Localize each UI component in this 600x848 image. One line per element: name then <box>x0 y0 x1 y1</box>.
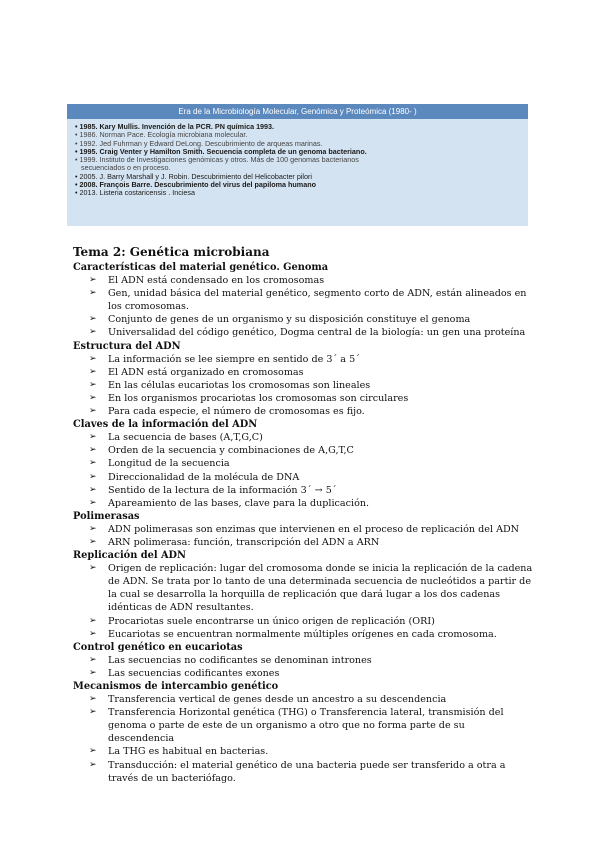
arrow-bullet-icon: ➢ <box>89 406 97 417</box>
figure-item: • 1986. Norman Pace. Ecología microbiana molecular. <box>75 130 248 140</box>
list-item-text: Apareamiento de las bases, clave para la duplicación. <box>108 497 370 509</box>
list-item-text: La THG es habitual en bacterias. <box>108 746 269 758</box>
list-item-text: Procariotas suele encontrarse un único origen de replicación (ORI) <box>108 615 435 627</box>
list-item-text: La información se lee siempre en sentido de 3´ a 5´ <box>108 353 360 365</box>
list-item-text: Longitud de la secuencia <box>108 458 230 470</box>
list-item-text: Conjunto de genes de un organismo y su disposición constituye el genoma <box>108 314 471 326</box>
figure-item: • 1992. Jed Fuhrman y Edward DeLong. Descubrimiento de arqueas marinas. <box>75 138 323 148</box>
arrow-bullet-icon: ➢ <box>89 707 97 718</box>
list-item-text: El ADN está condensado en los cromosomas <box>108 275 325 287</box>
list-item-text: La secuencia de bases (A,T,G,C) <box>108 432 263 444</box>
arrow-bullet-icon: ➢ <box>89 746 97 757</box>
arrow-bullet-icon: ➢ <box>89 667 97 678</box>
list-item <box>73 536 533 549</box>
list-item <box>73 484 533 497</box>
arrow-bullet-icon: ➢ <box>89 327 97 338</box>
section-heading: Control genético en eucariotas <box>73 641 243 653</box>
list-item <box>73 287 533 313</box>
list-item-text: Eucariotas se encuentran normalmente múltiples orígenes en cada cromosoma. <box>108 628 497 640</box>
list-item <box>73 313 533 326</box>
list-item <box>73 431 533 444</box>
list-item-text: Universalidad del código genético, Dogma central de la biología: un gen una proteína <box>108 327 526 339</box>
list-item-text: Direccionalidad de la molécula de DNA <box>108 471 300 483</box>
list-item <box>73 457 533 470</box>
arrow-bullet-icon: ➢ <box>89 445 97 456</box>
section-heading: Estructura del ADN <box>73 340 181 352</box>
arrow-bullet-icon: ➢ <box>89 497 97 508</box>
figure-item: secuenciados o en proceso. <box>81 163 171 173</box>
list-item-text: ARN polimerasa: función, transcripción del ADN a ARN <box>108 536 380 548</box>
arrow-bullet-icon: ➢ <box>89 654 97 665</box>
arrow-bullet-icon: ➢ <box>89 759 97 770</box>
figure-item: • 1985. Kary Mullis. Invención de la PCR. PN química 1993. <box>75 122 275 131</box>
list-item-text: Gen, unidad básica del material genético, segmento corto de ADN, están alineados en los cromosomas. <box>108 288 527 313</box>
list-item <box>73 353 533 366</box>
list-item-text: En los organismos procariotas los cromosomas son circulares <box>108 392 409 404</box>
arrow-bullet-icon: ➢ <box>89 563 97 574</box>
page-title: Tema 2: Genética microbiana <box>73 245 270 259</box>
arrow-bullet-icon: ➢ <box>89 366 97 377</box>
arrow-bullet-icon: ➢ <box>89 314 97 325</box>
list-item <box>73 405 533 418</box>
list-item <box>73 379 533 392</box>
list-item <box>73 759 533 785</box>
list-item-text: Orden de la secuencia y combinaciones de A,G,T,C <box>108 445 354 457</box>
list-item <box>73 366 533 379</box>
list-item-text: Transferencia vertical de genes desde un ancestro a su descendencia <box>108 694 447 706</box>
document-body <box>73 244 533 785</box>
arrow-bullet-icon: ➢ <box>89 353 97 364</box>
list-item <box>73 497 533 510</box>
list-item <box>73 745 533 758</box>
list-item <box>73 326 533 339</box>
list-item <box>73 615 533 628</box>
list-item-text: Las secuencias no codificantes se denominan intrones <box>108 654 372 666</box>
list-item-text: En las células eucariotas los cromosomas son lineales <box>108 379 371 391</box>
list-item-text: Para cada especie, el número de cromosomas es fijo. <box>108 406 365 418</box>
figure-item: • 1995. Craig Venter y Hamilton Smith. Secuencia completa de un genoma bacteriano. <box>75 146 367 156</box>
arrow-bullet-icon: ➢ <box>89 628 97 639</box>
arrow-bullet-icon: ➢ <box>89 288 97 299</box>
section-heading: Características del material genético. Genoma <box>73 262 329 273</box>
figure-item: • 2005. J. Barry Marshall y J. Robin. Descubrimiento del Helicobacter pilori <box>75 171 313 181</box>
arrow-bullet-icon: ➢ <box>89 432 97 443</box>
arrow-bullet-icon: ➢ <box>89 484 97 495</box>
arrow-bullet-icon: ➢ <box>89 458 97 469</box>
section-heading: Replicación del ADN <box>73 550 187 562</box>
figure-item: • 2008. François Barre. Descubrimiento del virus del papiloma humano <box>75 180 316 190</box>
list-item <box>73 667 533 680</box>
arrow-bullet-icon: ➢ <box>89 471 97 482</box>
list-item-text: Origen de replicación: lugar del cromosoma donde se inicia la replicación de la cadena de ADN. Se trata por lo tanto de una determinada secuencia de nucleótidos a partir de la cual se desarrolla la horquilla de replicación que dará lugar a los dos cadenas idénticas de ADN resultantes. <box>108 563 533 614</box>
list-item-text: Sentido de la lectura de la información 3´ → 5´ <box>108 484 337 496</box>
list-item <box>73 444 533 457</box>
list-item-text: Las secuencias codificantes exones <box>108 667 280 679</box>
list-item <box>73 392 533 405</box>
list-item <box>73 706 533 745</box>
list-item <box>73 471 533 484</box>
arrow-bullet-icon: ➢ <box>89 523 97 534</box>
arrow-bullet-icon: ➢ <box>89 615 97 626</box>
list-item-text: Transducción: el material genético de una bacteria puede ser transferido a otra a través de un bacteriófago. <box>108 759 506 784</box>
section-heading: Claves de la información del ADN <box>73 419 258 431</box>
section-heading: Polimerasas <box>73 510 140 522</box>
list-item-text: El ADN está organizado en cromosomas <box>108 366 304 378</box>
arrow-bullet-icon: ➢ <box>89 694 97 705</box>
arrow-bullet-icon: ➢ <box>89 392 97 403</box>
figure-header: Era de la Microbiología Molecular, Genómica y Proteómica (1980- ) <box>67 104 528 119</box>
list-item <box>73 654 533 667</box>
figure-item: • 1999. Instituto de Investigaciones genómicas y otros. Más de 100 genomas bacterianos <box>75 155 359 165</box>
list-item <box>73 693 533 706</box>
list-item <box>73 562 533 614</box>
list-item <box>73 274 533 287</box>
figure-list <box>67 123 528 198</box>
arrow-bullet-icon: ➢ <box>89 379 97 390</box>
arrow-bullet-icon: ➢ <box>89 275 97 286</box>
list-item-text: Transferencia Horizontal genética (THG) o Transferencia lateral, transmisión del genoma o parte de este de un organismo a otro que no forma parte de su descendencia <box>108 707 504 745</box>
section-heading: Mecanismos de intercambio genético <box>73 681 279 692</box>
timeline-figure <box>67 104 528 226</box>
figure-item: • 2013. Listeria costaricensis . Inciesa <box>75 188 195 198</box>
list-item-text: ADN polimerasas son enzimas que intervienen en el proceso de replicación del ADN <box>108 523 520 535</box>
arrow-bullet-icon: ➢ <box>89 536 97 547</box>
list-item <box>73 523 533 536</box>
list-item <box>73 628 533 641</box>
